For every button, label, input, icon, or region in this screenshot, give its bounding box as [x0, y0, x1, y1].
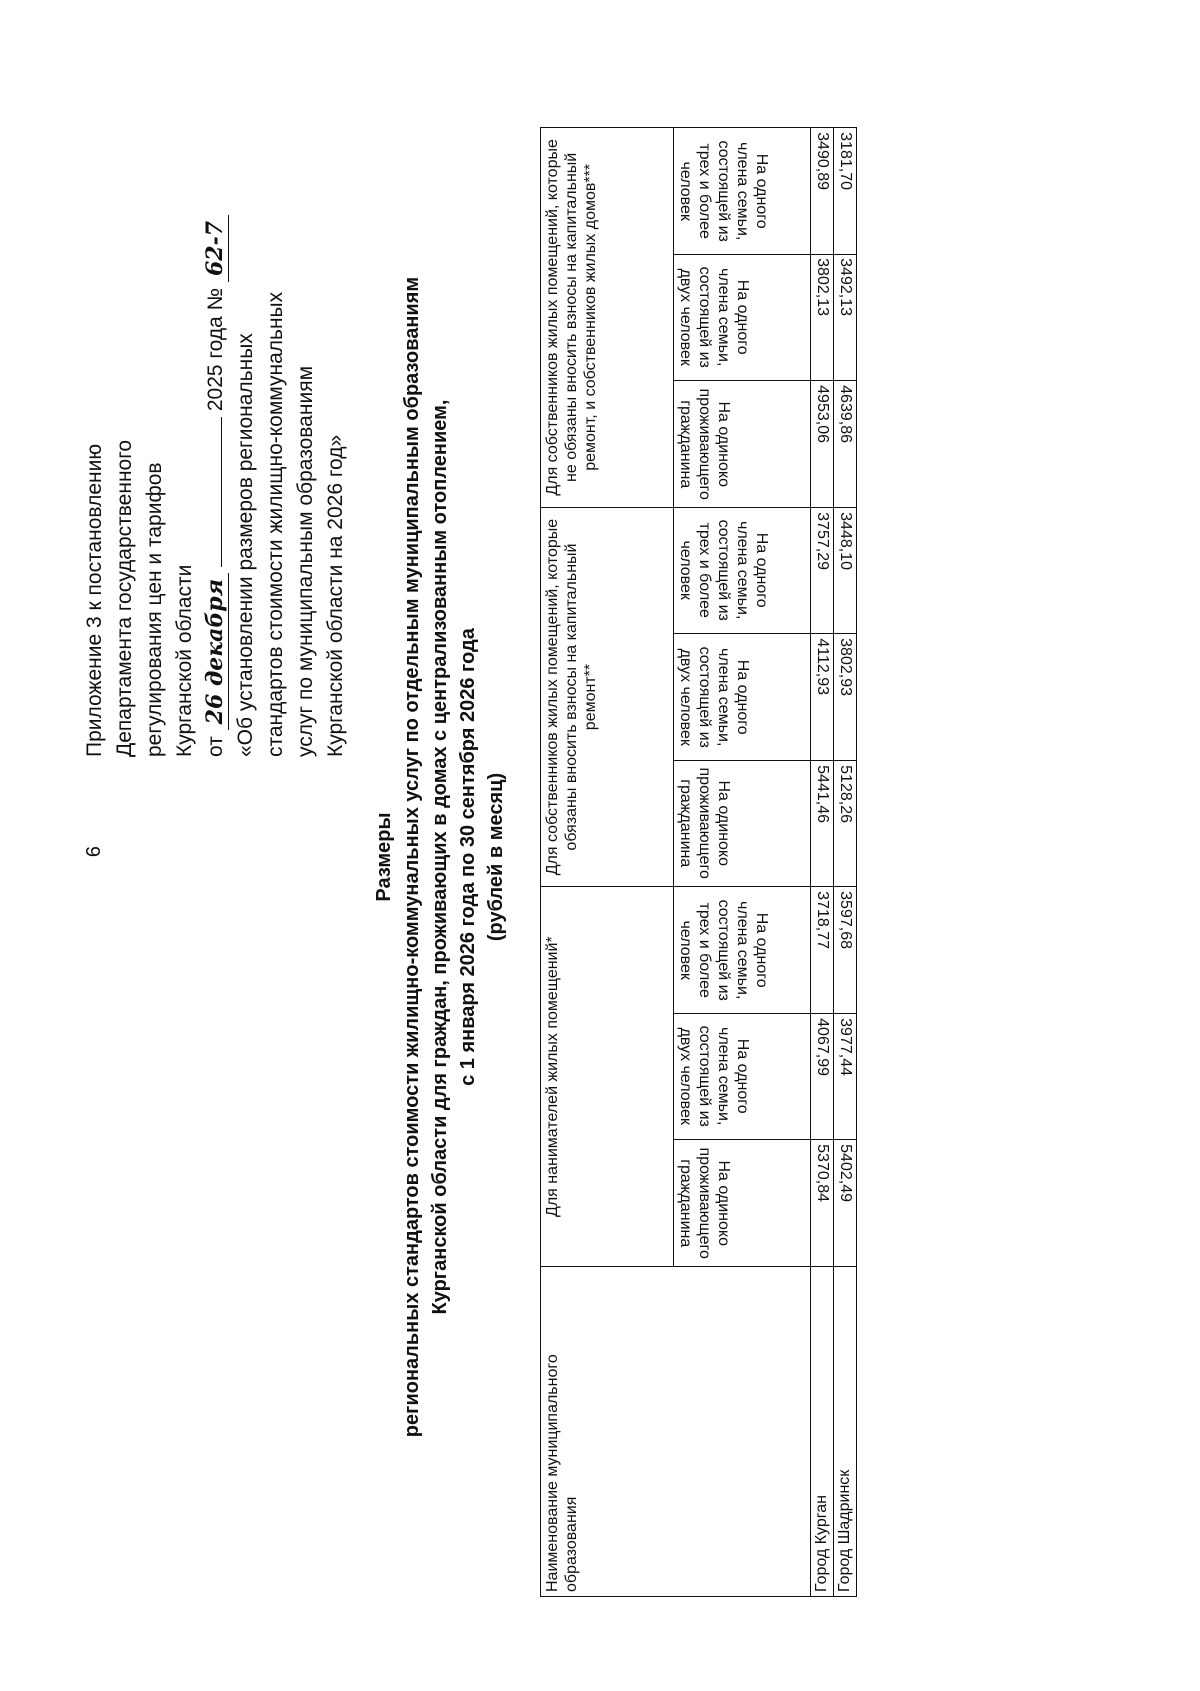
sub-header-two-person: На одного члена семьи, состоящей из двух человек	[674, 254, 811, 381]
appendix-line: Приложение 3 к постановлению	[83, 443, 106, 757]
appendix-line: регулирования цен и тарифов	[143, 462, 166, 757]
rate-value: 5402,49	[834, 1140, 857, 1267]
sub-header-single: На одиноко проживающего гражданина	[674, 1140, 811, 1267]
rate-value: 4953,06	[811, 381, 834, 508]
appendix-date-line	[200, 137, 231, 757]
handwritten-date: 26 декабря	[202, 573, 229, 731]
rate-value: 3597,68	[834, 887, 857, 1014]
rate-value: 3802,93	[834, 634, 857, 761]
group-header-owners-with-repair-fee: Для собственников жилых помещений, которые обязаны вносить взносы на капитальный ремонт**	[541, 507, 674, 887]
heading-line: с 1 января 2026 года по 30 сентября 2026 года	[457, 628, 479, 1086]
municipality-name: Город Шадринск	[834, 1267, 857, 1597]
date-underline	[221, 417, 222, 567]
rate-value: 3977,44	[834, 1013, 857, 1140]
heading-title: Размеры	[373, 812, 395, 902]
appendix-subject-line: «Об установлении размеров региональных	[234, 333, 257, 757]
sub-header-three-plus: На одного члена семьи, состоящей из трех и более человек	[674, 507, 811, 634]
sub-header-single: На одиноко проживающего гражданина	[674, 381, 811, 508]
handwritten-number: 62-7	[202, 215, 229, 282]
rate-value: 5441,46	[811, 760, 834, 887]
rate-value: 5370,84	[811, 1140, 834, 1267]
rate-value: 3492,13	[834, 254, 857, 381]
sub-header-two-person: На одного члена семьи, состоящей из двух человек	[674, 1013, 811, 1140]
appendix-block	[80, 137, 351, 757]
rate-value: 3448,10	[834, 507, 857, 634]
sub-header-two-person: На одного члена семьи, состоящей из двух человек	[674, 634, 811, 761]
year-text: 2025 года №	[204, 287, 227, 412]
sub-header-three-plus: На одного члена семьи, состоящей из трех и более человек	[674, 887, 811, 1014]
appendix-line: Департамента государственного	[113, 439, 136, 757]
appendix-line: Курганской области	[173, 564, 196, 757]
appendix-subject-line: Курганской области на 2026 год»	[324, 434, 347, 757]
heading-line: (рублей в месяц)	[485, 772, 507, 942]
rate-value: 4067,99	[811, 1013, 834, 1140]
appendix-subject-line: стандартов стоимости жилищно-коммунальных	[264, 291, 287, 757]
group-header-tenants: Для нанимателей жилых помещений*	[541, 887, 674, 1267]
table-row	[834, 128, 857, 1597]
rate-value: 3181,70	[834, 128, 857, 255]
date-prefix: от	[204, 736, 227, 757]
rate-value: 3718,77	[811, 887, 834, 1014]
rate-value: 4112,93	[811, 634, 834, 761]
page-number: 9	[81, 845, 104, 858]
document-heading	[370, 137, 510, 1577]
sub-header-single: На одиноко проживающего гражданина	[674, 760, 811, 887]
heading-line: Курганской области для граждан, проживающих в домах с централизованным отоплением,	[429, 399, 451, 1315]
name-column-header: Наименование муниципального образования	[541, 1267, 811, 1597]
heading-line: региональных стандартов стоимости жилищно-коммунальных услуг по отдельным муниципальным образованиям	[401, 276, 423, 1438]
rate-value: 5128,26	[834, 760, 857, 887]
rates-table	[540, 127, 857, 1597]
group-header-owners-without-repair-fee: Для собственников жилых помещений, которые не обязаны вносить взносы на капитальный ремонт, и собственников жилых домов***	[541, 128, 674, 508]
rate-value: 3490,89	[811, 128, 834, 255]
rate-value: 3802,13	[811, 254, 834, 381]
appendix-subject-line: услуг по муниципальным образованиям	[294, 365, 317, 757]
rate-value: 4639,86	[834, 381, 857, 508]
municipality-name: Город Курган	[811, 1267, 834, 1597]
table-row	[811, 128, 834, 1597]
rate-value: 3757,29	[811, 507, 834, 634]
document-sheet	[70, 117, 870, 1597]
sub-header-three-plus: На одного члена семьи, состоящей из трех и более человек	[674, 128, 811, 255]
